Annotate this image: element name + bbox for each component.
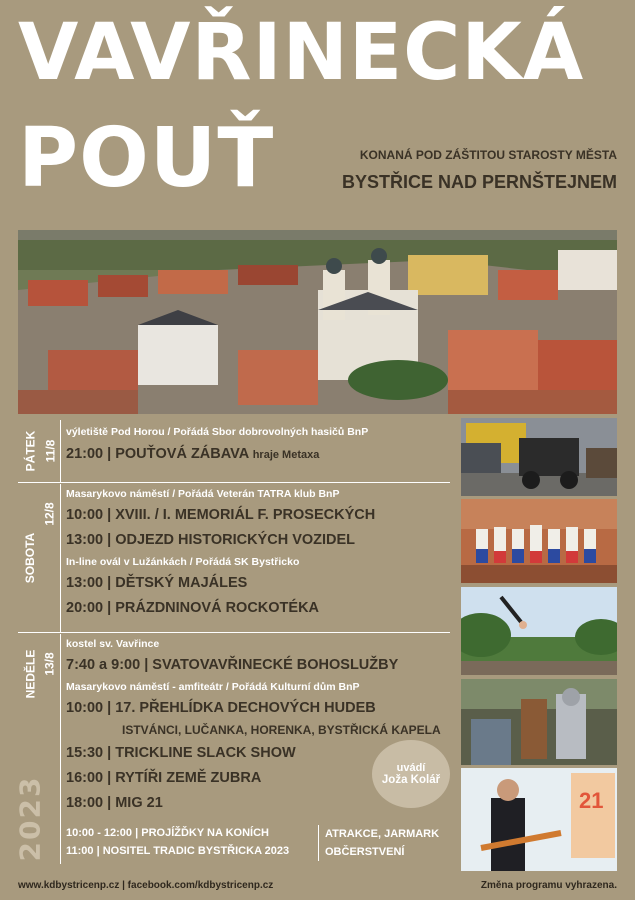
event-row: 16:00 | RYTÍŘI ZEMĚ ZUBRA: [66, 770, 262, 786]
date-label-friday: 11/8: [43, 439, 58, 463]
bottom-info-1: 10:00 - 12:00 | PROJÍŽĎKY NA KONÍCH: [66, 827, 269, 839]
event-time: 10:00: [66, 700, 104, 716]
day-label-sunday: NEDĚLE: [23, 649, 37, 699]
event-name: TRICKLINE SLACK SHOW: [115, 745, 296, 761]
town-aerial-photo: [18, 230, 617, 414]
event-time: 18:00: [66, 795, 104, 811]
bottom-extras: [318, 825, 439, 861]
event-bands: ISTVÁNCI, LUČANKA, HORENKA, BYSTŘICKÁ KAPELA: [122, 723, 441, 737]
divider-vertical: [60, 634, 61, 864]
event-name: ODJEZD HISTORICKÝCH VOZIDEL: [115, 532, 356, 548]
event-time: 13:00: [66, 532, 104, 548]
host-badge: [372, 740, 450, 808]
event-row: 13:00 | ODJEZD HISTORICKÝCH VOZIDEL: [66, 532, 356, 548]
event-row: 18:00 | MIG 21: [66, 795, 163, 811]
attractions-label: ATRAKCE, JARMARK: [325, 828, 440, 840]
event-row: 21:00 | POUŤOVÁ ZÁBAVA hraje Metaxa: [66, 446, 320, 462]
location-sunday-2: Masarykovo náměstí - amfiteátr / Pořádá Kulturní dům BnP: [66, 681, 360, 693]
date-label-saturday: 12/8: [43, 502, 58, 526]
event-time: 21:00: [66, 446, 104, 462]
vintage-car-photo: [461, 418, 617, 496]
event-name: POUŤOVÁ ZÁBAVA: [115, 446, 249, 462]
event-row: 10:00 | XVIII. / I. MEMORIÁL F. PROSECKÝCH: [66, 507, 376, 523]
event-name: SVATOVAVŘINECKÉ BOHOSLUŽBY: [152, 657, 399, 673]
svg-text:21: 21: [579, 788, 604, 813]
event-extra: hraje Metaxa: [252, 449, 320, 461]
subtitle-town: BYSTŘICE NAD PERNŠTEJNEM: [341, 172, 617, 192]
event-row: 10:00 | 17. PŘEHLÍDKA DECHOVÝCH HUDEB: [66, 700, 376, 716]
event-time: 13:00: [66, 575, 104, 591]
folk-group-photo: [461, 499, 617, 583]
mig21-singer-photo: [461, 768, 617, 871]
footer-disclaimer: Změna programu vyhrazena.: [480, 880, 617, 891]
year-label: 2023: [13, 775, 47, 861]
event-name: 17. PŘEHLÍDKA DECHOVÝCH HUDEB: [115, 700, 376, 716]
slackline-photo: [461, 587, 617, 675]
event-time: 15:30: [66, 745, 104, 761]
subtitle-patronage: KONANÁ POD ZÁŠTITOU STAROSTY MĚSTA: [359, 148, 617, 162]
date-label-sunday: 13/8: [43, 652, 58, 676]
event-time: 20:00: [66, 600, 104, 616]
knights-photo: [461, 679, 617, 765]
footer-links[interactable]: www.kdbystricenp.cz | facebook.com/kdbystricenp.cz: [18, 880, 274, 891]
event-row: 7:40 a 9:00 | SVATOVAVŘINECKÉ BOHOSLUŽBY: [66, 657, 399, 673]
location-saturday: Masarykovo náměstí / Pořádá Veterán TATRA klub BnP: [66, 488, 340, 500]
bottom-info-2: 11:00 | NOSITEL TRADIC BYSTŘICKA 2023: [66, 845, 290, 857]
event-row: 20:00 | PRÁZDNINOVÁ ROCKOTÉKA: [66, 600, 320, 616]
event-name: DĚTSKÝ MAJÁLES: [115, 575, 248, 591]
event-time: 16:00: [66, 770, 104, 786]
page-title-line1: VAVŘINECKÁ: [18, 8, 585, 98]
host-label: uvádí: [396, 762, 426, 774]
day-separator: [18, 482, 450, 483]
day-label-saturday: SOBOTA: [23, 532, 38, 584]
event-name: MIG 21: [115, 795, 163, 811]
event-name: XVIII. / I. MEMORIÁL F. PROSECKÝCH: [115, 507, 376, 523]
event-time: 7:40 a 9:00: [66, 657, 141, 673]
event-row: 15:30 | TRICKLINE SLACK SHOW: [66, 745, 296, 761]
host-name: Joža Kolář: [381, 774, 441, 786]
event-row: 13:00 | DĚTSKÝ MAJÁLES: [66, 575, 248, 591]
location-sunday: kostel sv. Vavřince: [66, 638, 160, 650]
event-name: PRÁZDNINOVÁ ROCKOTÉKA: [115, 600, 320, 616]
divider-vertical: [60, 484, 61, 632]
event-name: RYTÍŘI ZEMĚ ZUBRA: [115, 770, 262, 786]
day-label-friday: PÁTEK: [23, 430, 38, 472]
refreshments-label: OBČERSTVENÍ: [325, 846, 405, 858]
location-saturday-2: In-line ovál v Lužánkách / Pořádá SK Bystřicko: [66, 556, 300, 568]
event-time: 10:00: [66, 507, 104, 523]
page-title-line2: POUŤ: [18, 111, 275, 206]
divider-vertical: [60, 420, 61, 482]
location-friday: výletiště Pod Horou / Pořádá Sbor dobrovolných hasičů BnP: [66, 426, 369, 438]
day-separator: [18, 632, 450, 633]
